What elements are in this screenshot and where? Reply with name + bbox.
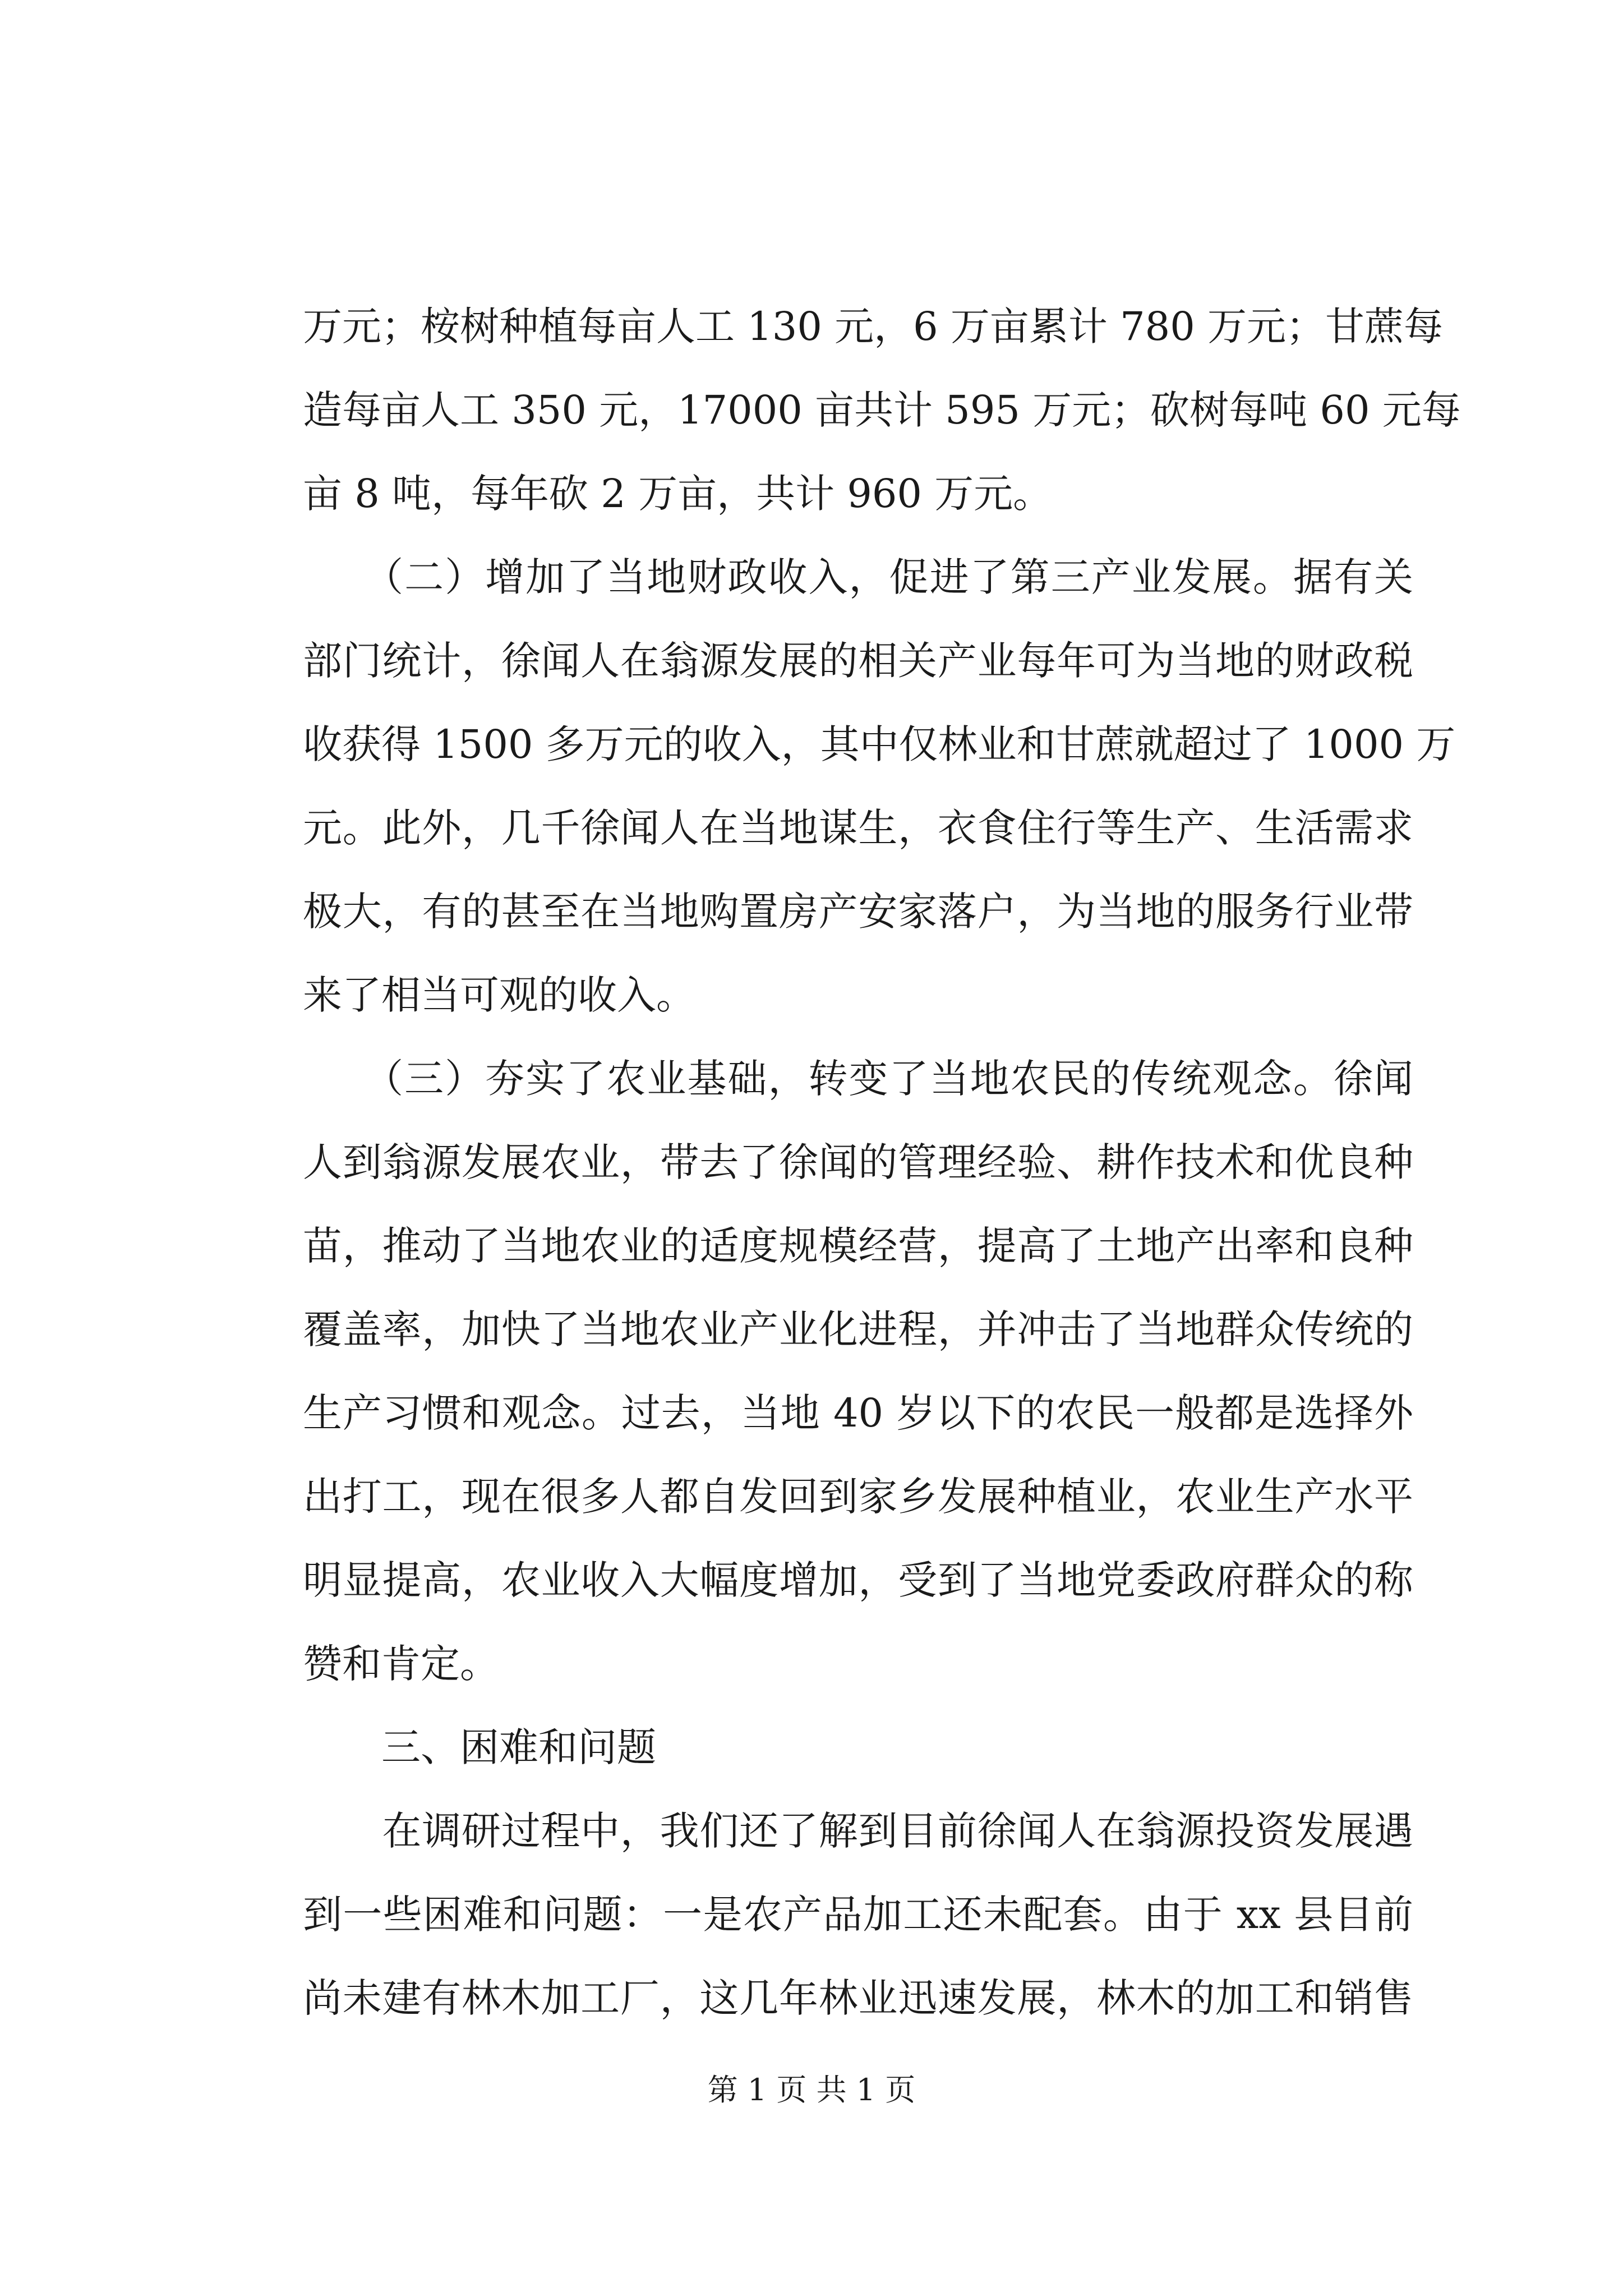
text-line: 赞和肯定。 bbox=[303, 1641, 499, 1687]
text-line: 覆盖率，加快了当地农业产业化进程，并冲击了当地群众传统的 bbox=[303, 1306, 1413, 1352]
text-line: 尚未建有林木加工厂，这几年林业迅速发展，林木的加工和销售 bbox=[303, 1975, 1413, 2021]
section-heading: 三、困难和问题 bbox=[303, 1724, 656, 1770]
paragraph-start-line: （二）增加了当地财政收入，促进了第三产业发展。据有关 bbox=[303, 554, 1413, 600]
text-line: 生产习惯和观念。过去，当地 40 岁以下的农民一般都是选择外 bbox=[303, 1390, 1413, 1436]
text-line: 来了相当可观的收入。 bbox=[303, 972, 695, 1018]
text-line: 出打工，现在很多人都自发回到家乡发展种植业，农业生产水平 bbox=[303, 1474, 1413, 1520]
text-line: 明显提高，农业收入大幅度增加，受到了当地党委政府群众的称 bbox=[303, 1557, 1413, 1603]
text-line: 苗，推动了当地农业的适度规模经营，提高了土地产出率和良种 bbox=[303, 1223, 1413, 1269]
text-line: 万元；桉树种植每亩人工 130 元，6 万亩累计 780 万元；甘蔗每 bbox=[303, 303, 1444, 349]
text-line: 极大，有的甚至在当地购置房产安家落户，为当地的服务行业带 bbox=[303, 889, 1413, 935]
text-line: 到一些困难和问题：一是农产品加工还未配套。由于 xx 县目前 bbox=[303, 1892, 1413, 1938]
page-number-label: 第 1 页 共 1 页 bbox=[707, 2072, 916, 2108]
document-body bbox=[303, 285, 1461, 2040]
text-line: 元。此外，几千徐闻人在当地谋生，衣食住行等生产、生活需求 bbox=[303, 805, 1413, 851]
text-line: 亩 8 吨，每年砍 2 万亩，共计 960 万元。 bbox=[303, 471, 1053, 517]
paragraph-start-line: （三）夯实了农业基础，转变了当地农民的传统观念。徐闻 bbox=[303, 1056, 1413, 1102]
page-footer bbox=[0, 2068, 1623, 2113]
text-line: 人到翁源发展农业，带去了徐闻的管理经验、耕作技术和优良种 bbox=[303, 1139, 1413, 1185]
text-line: 造每亩人工 350 元，17000 亩共计 595 万元；砍树每吨 60 元每 bbox=[303, 387, 1461, 433]
paragraph-start-line: 在调研过程中，我们还了解到目前徐闻人在翁源投资发展遇 bbox=[303, 1808, 1413, 1854]
text-line: 收获得 1500 多万元的收入，其中仅林业和甘蔗就超过了 1000 万 bbox=[303, 721, 1456, 767]
text-line: 部门统计，徐闻人在翁源发展的相关产业每年可为当地的财政税 bbox=[303, 638, 1413, 684]
